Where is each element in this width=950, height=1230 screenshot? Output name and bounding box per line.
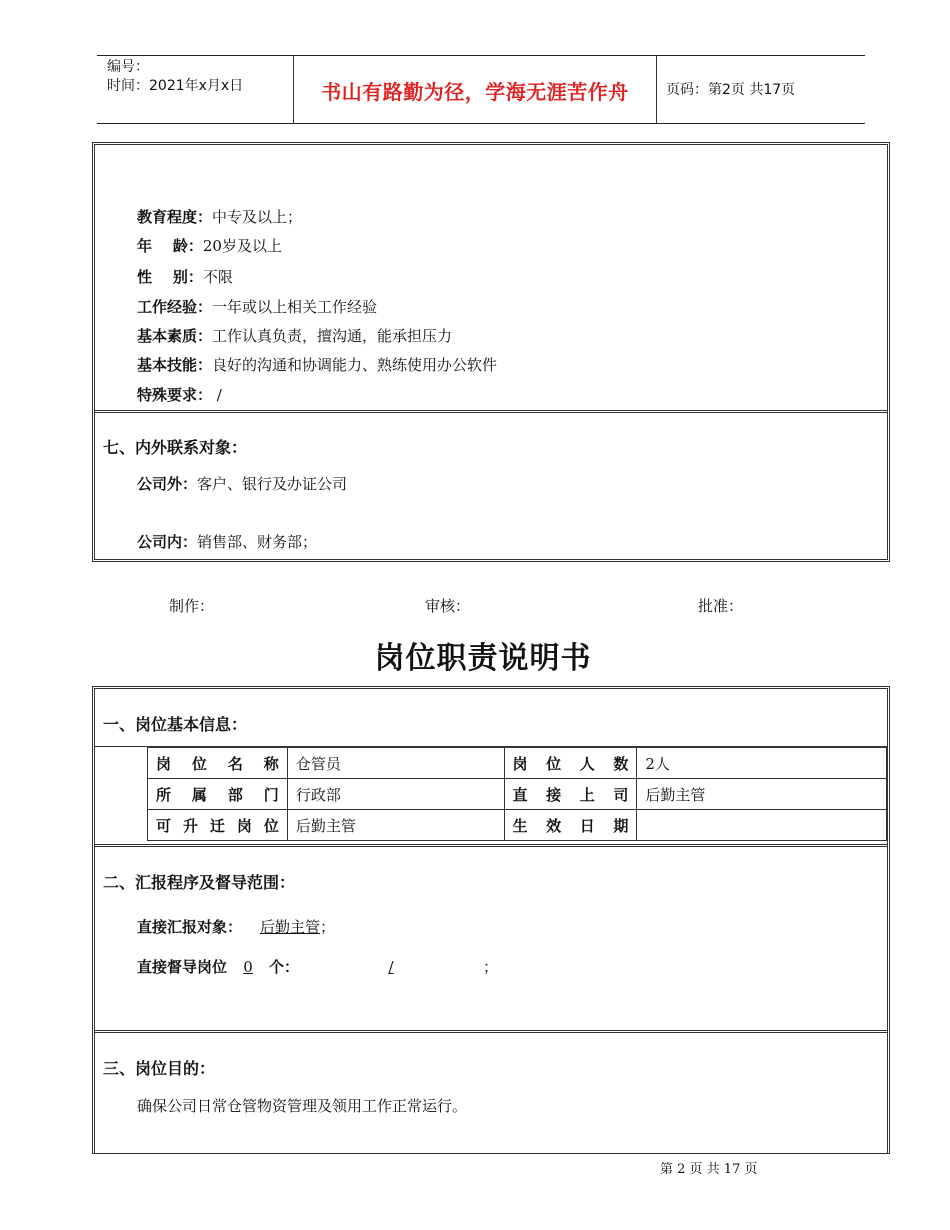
supervise-line: 直接督导岗位 0 个： / ； (137, 958, 499, 976)
basic-info-title: 一、岗位基本信息： (103, 715, 248, 734)
document-title: 岗位职责说明书 (374, 641, 592, 676)
section-divider (95, 1030, 887, 1033)
purpose-text: 确保公司日常仓管物资管理及领用工作正常运行。 (137, 1097, 468, 1115)
requirements-list (137, 207, 497, 405)
key-promotion: 可升迁岗位 (148, 810, 288, 841)
supervise-count: 0 (243, 958, 253, 976)
page-header (97, 55, 865, 124)
req-age: 年 龄：20岁及以上 (137, 237, 282, 255)
signoff-approved-by: 批准： (698, 597, 744, 615)
contacts-external: 公司外：客户、银行及办证公司 (137, 475, 348, 493)
document-time: 时间：2021年x月x日 (107, 78, 244, 94)
key-department: 所属部门 (148, 779, 288, 810)
requirements-box (92, 142, 890, 562)
signoff-made-by: 制作： (169, 597, 215, 615)
value-supervisor: 后勤主管 (637, 779, 887, 810)
reporting-title: 二、汇报程序及督导范围： (103, 873, 296, 892)
key-effective-date: 生效日期 (504, 810, 637, 841)
req-gender: 性 别：不限 (137, 268, 233, 286)
req-education: 教育程度：中专及以上； (137, 208, 303, 226)
section-divider (95, 844, 887, 847)
header-motto: 书山有路勤为径，学海无涯苦作舟 (321, 80, 629, 104)
document-number-label: 编号： (107, 59, 149, 75)
job-description-box (92, 686, 890, 1154)
header-page-info: 页码：第2页 共17页 (666, 82, 796, 98)
req-skills: 基本技能：良好的沟通和协调能力、熟练使用办公软件 (137, 356, 498, 374)
contacts-title: 七、内外联系对象： (103, 438, 248, 457)
purpose-title: 三、岗位目的： (103, 1059, 216, 1078)
value-headcount: 2人 (637, 748, 887, 779)
signoff-reviewed-by: 审核： (425, 597, 471, 615)
req-experience: 工作经验：一年或以上相关工作经验 (137, 298, 378, 316)
section-divider (95, 410, 887, 413)
supervise-value: / (388, 958, 394, 976)
value-department: 行政部 (287, 779, 504, 810)
table-row (148, 748, 887, 779)
key-supervisor: 直接上司 (504, 779, 637, 810)
req-qualities: 基本素质：工作认真负责，擅沟通，能承担压力 (137, 327, 453, 345)
direct-report-line: 直接汇报对象： 后勤主管； (137, 918, 336, 936)
req-special: 特殊要求： / (137, 386, 222, 404)
contacts-internal: 公司内：销售部、财务部； (137, 533, 318, 551)
direct-report-value: 后勤主管 (260, 918, 321, 936)
header-divider (656, 56, 657, 123)
value-effective-date (637, 810, 887, 841)
table-row (148, 810, 887, 841)
header-meta (107, 58, 243, 96)
value-promotion: 后勤主管 (287, 810, 504, 841)
value-position-name: 仓管员 (287, 748, 504, 779)
table-row (148, 779, 887, 810)
box-bottom-border (92, 1153, 890, 1154)
key-position-name: 岗位名称 (148, 748, 288, 779)
page-footer: 第 2 页 共 17 页 (660, 1162, 758, 1177)
key-headcount: 岗位人数 (504, 748, 637, 779)
basic-info-table (147, 747, 887, 841)
